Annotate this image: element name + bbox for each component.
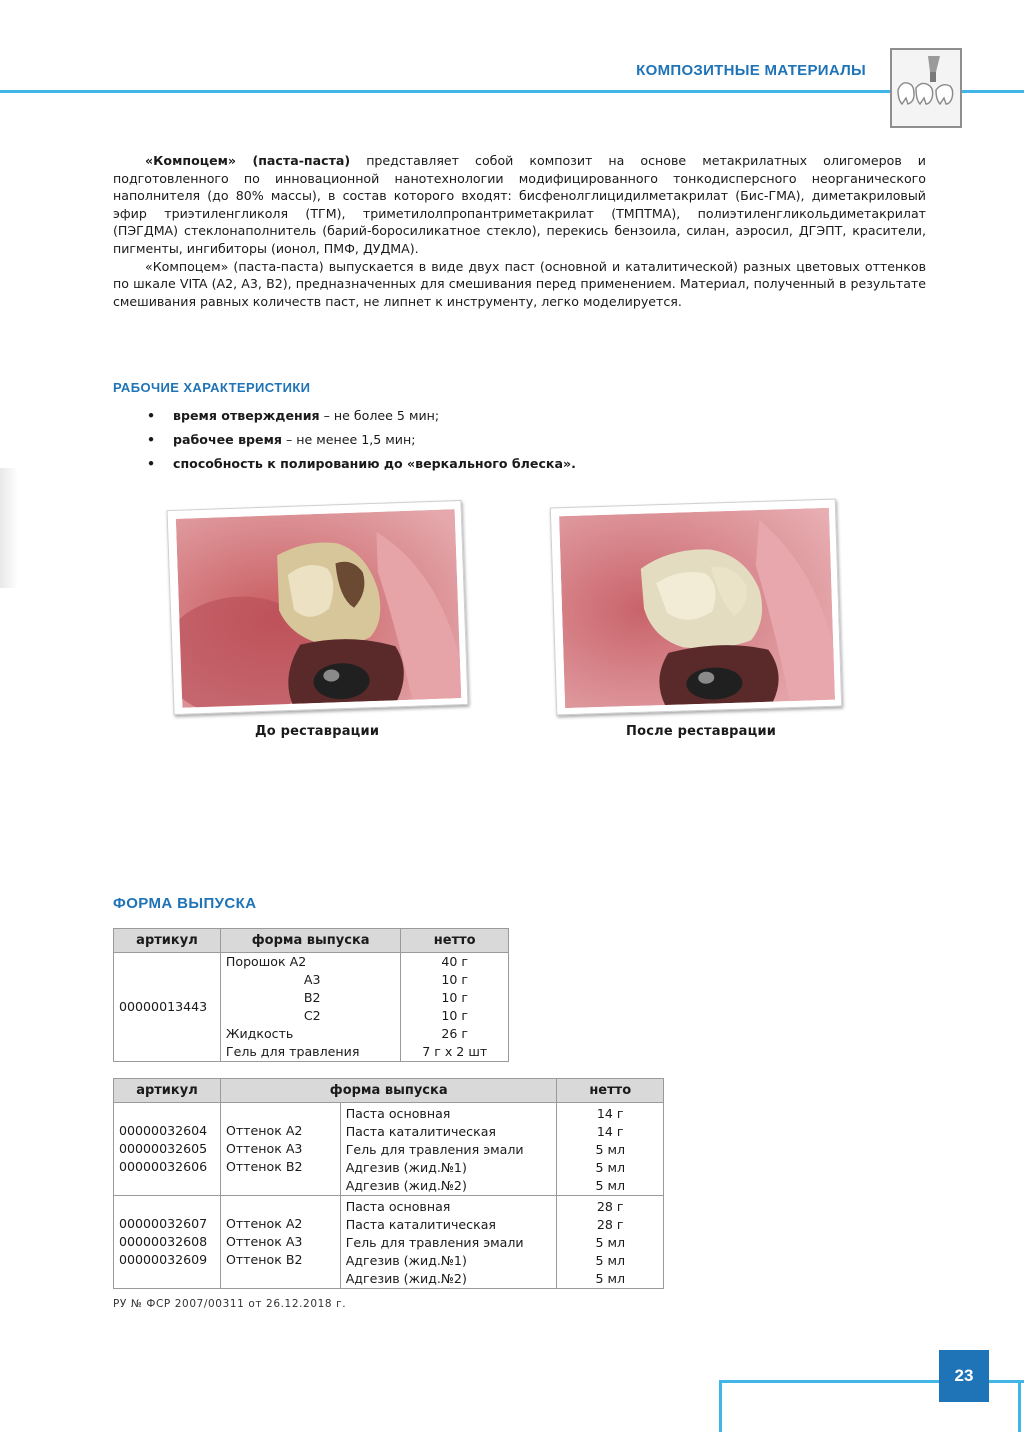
form-item: A3 [303, 972, 321, 987]
intro-text [113, 152, 926, 310]
header-rule [0, 90, 890, 93]
netto-value: 26 г [441, 1026, 469, 1041]
netto-cell [557, 1196, 664, 1289]
form-item: Паста каталитическая [345, 1124, 497, 1139]
shade-cell [220, 1196, 340, 1289]
form-item: Адгезив (жид.№1) [345, 1160, 467, 1175]
article-number: 00000032609 [119, 1252, 208, 1267]
photo-before-restoration [167, 500, 469, 715]
caption-after: После реставрации [626, 724, 777, 739]
form-cell [220, 953, 401, 1062]
table-row [114, 1196, 664, 1289]
netto-value: 10 г [441, 972, 469, 987]
intro-paragraph-1 [113, 152, 926, 258]
article-cell [114, 953, 221, 1062]
netto-value: 5 мл [595, 1160, 626, 1175]
netto-value: 14 г [596, 1124, 624, 1139]
list-item [147, 428, 576, 452]
article-cell [114, 1196, 221, 1289]
photo-after-restoration [550, 499, 842, 716]
intro-paragraph-2: «Компоцем» (паста-паста) выпускается в виде двух паст (основной и каталитической) разных цветовых оттенков по шкале VITA (A2, A3, B2), предназначенных для смешивания перед применением. Материал, полученный в результате смешивания равных количеств паст, не липнет к инструменту, легко моделируется. [113, 258, 926, 309]
netto-value: 10 г [441, 1008, 469, 1023]
netto-value: 10 г [441, 990, 469, 1005]
form-item: Гель для травления эмали [345, 1142, 524, 1157]
article-cell [114, 1103, 221, 1196]
netto-value: 5 мл [595, 1235, 626, 1250]
teeth-brush-icon [890, 48, 962, 128]
column-header: форма выпуска [220, 929, 401, 953]
header-rule-right [962, 90, 1024, 93]
netto-value: 28 г [596, 1199, 624, 1214]
table-row [114, 953, 509, 1062]
bullet-icon: • [147, 456, 156, 471]
section-title: КОМПОЗИТНЫЕ МАТЕРИАЛЫ [636, 62, 866, 79]
article-number: 00000032606 [119, 1159, 208, 1174]
shade-label: Оттенок B2 [225, 1159, 303, 1174]
shade-label: Оттенок A3 [225, 1141, 303, 1156]
table-header-row [114, 1079, 664, 1103]
form-item: Паста основная [345, 1199, 451, 1214]
release-heading: ФОРМА ВЫПУСКА [113, 895, 257, 912]
form-item: Адгезив (жид.№2) [345, 1271, 467, 1286]
table-row [114, 1103, 664, 1196]
shade-label: Оттенок A2 [225, 1216, 303, 1231]
spec-name: способность к полированию до «веркального блеска». [173, 456, 576, 471]
article-number: 00000032608 [119, 1234, 208, 1249]
table-header-row [114, 929, 509, 953]
form-item: Жидкость [225, 1026, 294, 1041]
column-header: нетто [557, 1079, 664, 1103]
specs-heading: РАБОЧИЕ ХАРАКТЕРИСТИКИ [113, 380, 311, 395]
bullet-icon: • [147, 408, 156, 423]
netto-value: 5 мл [595, 1178, 626, 1193]
caption-before: До реставрации [255, 724, 380, 739]
form-item: C2 [303, 1008, 321, 1023]
form-item: Паста основная [345, 1106, 451, 1121]
spec-name: рабочее время [173, 432, 282, 447]
shade-cell [220, 1103, 340, 1196]
form-item: Гель для травления [225, 1044, 360, 1059]
netto-value: 5 мл [595, 1271, 626, 1286]
form-cell [340, 1103, 557, 1196]
specs-list [147, 404, 576, 476]
column-header: артикул [114, 929, 221, 953]
release-table-1 [113, 928, 509, 1062]
column-header: форма выпуска [220, 1079, 557, 1103]
column-header: нетто [401, 929, 509, 953]
netto-cell [401, 953, 509, 1062]
article-number: 00000032605 [119, 1141, 208, 1156]
netto-cell [557, 1103, 664, 1196]
netto-value: 7 г x 2 шт [422, 1044, 488, 1059]
form-cell [340, 1196, 557, 1289]
list-item [147, 452, 576, 476]
form-item: B2 [303, 990, 321, 1005]
netto-value: 5 мл [595, 1253, 626, 1268]
form-item: Порошок A2 [225, 954, 307, 969]
page-number: 23 [939, 1350, 989, 1402]
form-item: Адгезив (жид.№1) [345, 1253, 467, 1268]
article-number: 00000013443 [119, 999, 208, 1014]
column-header: артикул [114, 1079, 221, 1103]
form-item: Паста каталитическая [345, 1217, 497, 1232]
bullet-icon: • [147, 432, 156, 447]
spec-value: – не более 5 мин; [319, 408, 440, 423]
page-edge-tab [0, 468, 18, 588]
release-table-2 [113, 1078, 664, 1289]
spec-name: время отверждения [173, 408, 320, 423]
product-name: «Компоцем» (паста-паста) [145, 153, 351, 168]
shade-label: Оттенок B2 [225, 1252, 303, 1267]
registration-note: РУ № ФСР 2007/00311 от 26.12.2018 г. [113, 1298, 347, 1310]
netto-value: 28 г [596, 1217, 624, 1232]
shade-label: Оттенок A3 [225, 1234, 303, 1249]
intro-paragraph-1-text: представляет собой композит на основе метакрилатных олигомеров и подготовленного по инновационной нанотехнологии модифицированного тонкодисперсного неорганического наполнителя (до 80% массы), в состав которого входят: бисфенолглицидилметакрилат (Бис-ГМА), диметакриловый эфир триэтиленгликоля (ТГМ), триметилолпропантриметакрилат (ТМПТМА), полиэтиленгликольдиметакрилат (ПЭГДМА) стеклонаполнитель (барий-боросиликатное стекло), перекись бензоила, силан, аэросил, ДГЭПТ, красители, пигменты, ингибиторы (ионол, ПМФ, ДУДМА). [113, 153, 926, 256]
page-corner-frame-edge [1018, 1380, 1021, 1432]
netto-value: 14 г [596, 1106, 624, 1121]
netto-value: 5 мл [595, 1142, 626, 1157]
spec-value: – не менее 1,5 мин; [281, 432, 416, 447]
article-number: 00000032607 [119, 1216, 208, 1231]
netto-value: 40 г [441, 954, 469, 969]
list-item [147, 404, 576, 428]
shade-label: Оттенок A2 [225, 1123, 303, 1138]
article-number: 00000032604 [119, 1123, 208, 1138]
form-item: Адгезив (жид.№2) [345, 1178, 467, 1193]
form-item: Гель для травления эмали [345, 1235, 524, 1250]
